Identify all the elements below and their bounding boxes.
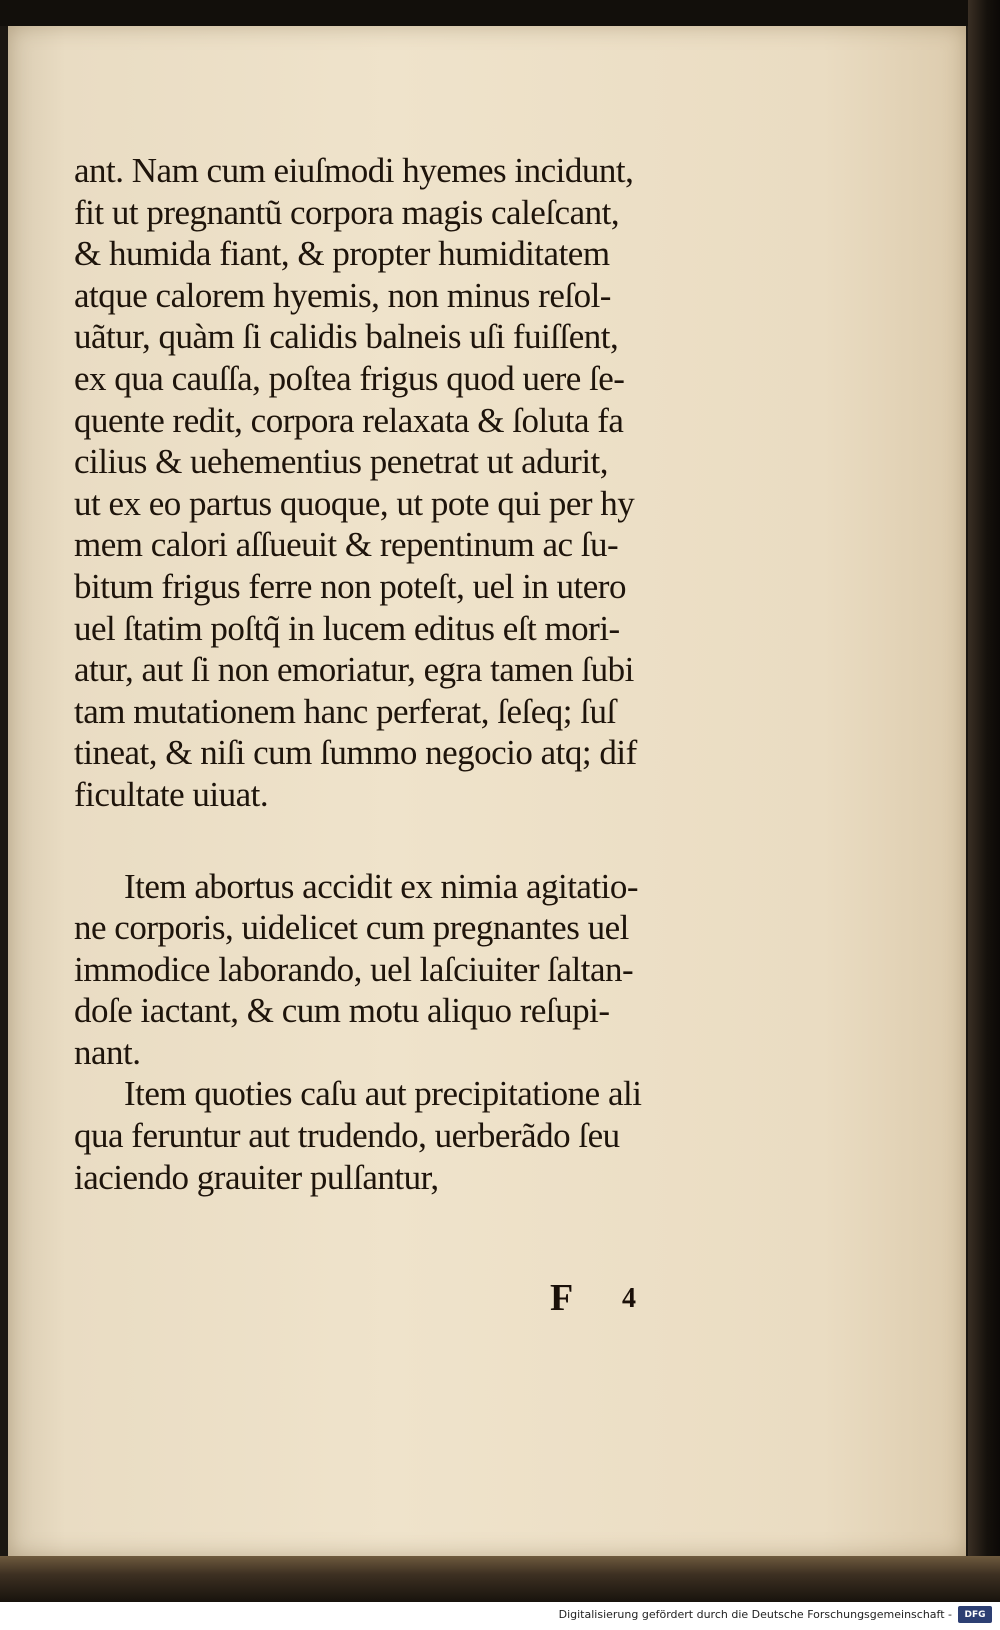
text-line: iaciendo grauiter pulſantur, (74, 1157, 439, 1197)
text-line: bitum frigus ferre non poteſt, uel in utero (74, 566, 626, 606)
text-line: Item abortus accidit ex nimia agitatio- (124, 866, 639, 906)
text-line: atque calorem hyemis, non minus reſol- (74, 275, 611, 315)
folio-number: 4 (622, 1283, 636, 1314)
paragraph-gap (74, 816, 774, 866)
footer-credit: Digitalisierung gefördert durch die Deutsche Forschungsgemeinschaft - (558, 1608, 952, 1621)
page-text (74, 150, 774, 1198)
scan-top-band (0, 0, 1000, 26)
text-line: nant. (74, 1032, 141, 1072)
text-line: mem calori aſſueuit & repentinum ac ſu- (74, 525, 619, 565)
text-line: ne corporis, uidelicet cum pregnantes uel (74, 908, 629, 948)
text-line: ut ex eo partus quoque, ut pote qui per hy (74, 483, 635, 523)
text-line: atur, aut ſi non emoriatur, egra tamen ſubi (74, 650, 634, 690)
text-line: & humida fiant, & propter humiditatem (74, 234, 610, 274)
text-line: Item quoties caſu aut precipitatione ali (124, 1074, 642, 1114)
signature-mark: F (550, 1277, 574, 1319)
text-line: qua feruntur aut trudendo, uerberãdo ſeu (74, 1116, 620, 1156)
text-line: quente redit, corpora relaxata & ſoluta fa (74, 400, 624, 440)
text-line: tineat, & niſi cum ſummo negocio atq; dif (74, 733, 637, 773)
text-line: uãtur, quàm ſi calidis balneis uſi fuiſſent, (74, 317, 619, 357)
footer-bar (0, 1602, 1000, 1630)
text-line: ant. Nam cum eiuſmodi hyemes incidunt, (74, 151, 634, 190)
text-line: ex qua cauſſa, poſtea frigus quod uere ſe- (74, 358, 625, 398)
text-line: uel ſtatim poſtq̃ in lucem editus eſt mori- (74, 608, 620, 648)
book-edge (968, 0, 1000, 1602)
dfg-logo-icon: DFG (958, 1606, 992, 1623)
text-line: cilius & uehementius penetrat ut adurit, (74, 442, 609, 482)
book-bottom-edge (0, 1556, 1000, 1602)
text-line: ficultate uiuat. (74, 774, 269, 814)
text-line: doſe iactant, & cum motu aliquo reſupi- (74, 991, 610, 1031)
text-line: immodice laborando, uel laſciuiter ſaltan- (74, 949, 634, 989)
text-line: tam mutationem hanc perferat, ſeſeq; ſuſ (74, 691, 616, 731)
text-line: fit ut pregnantũ corpora magis caleſcant, (74, 192, 620, 232)
